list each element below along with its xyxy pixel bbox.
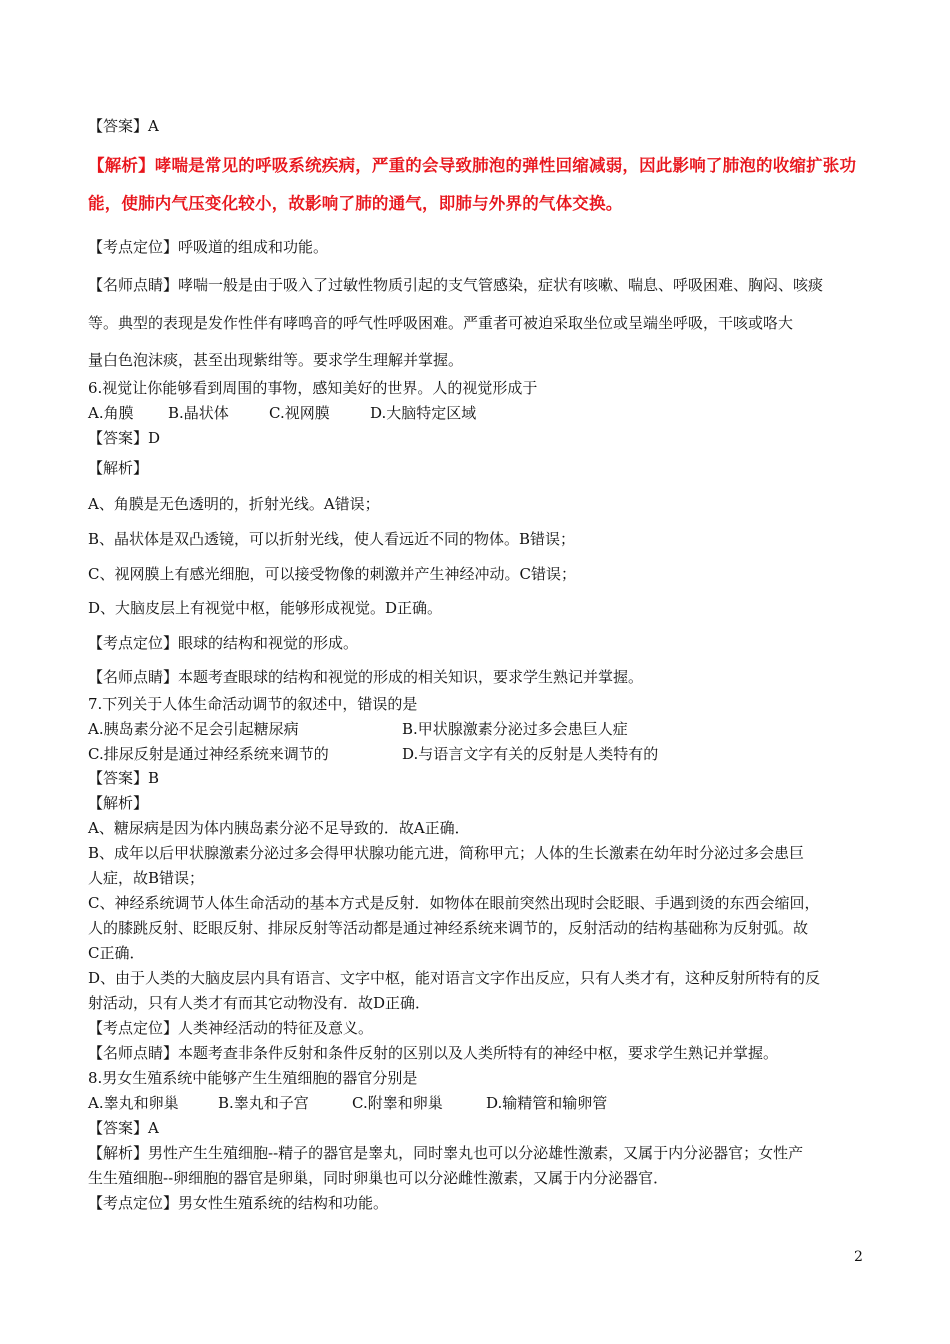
q7-option-a: A.胰岛素分泌不足会引起糖尿病 xyxy=(88,720,299,738)
q6-analysis-a: A、角膜是无色透明的，折射光线。A错误； xyxy=(88,495,380,513)
q7-analysis-b-line-1: B、成年以后甲状腺激素分泌过多会得甲状腺功能亢进，简称甲亢；人体的生长激素在幼年时分泌过多会患巨 xyxy=(88,844,805,862)
q5-topic: 【考点定位】呼吸道的组成和功能。 xyxy=(88,238,329,256)
q8-option-a: A.睾丸和卵巢 xyxy=(88,1094,179,1112)
q6-analysis-b: B、晶状体是双凸透镜，可以折射光线，使人看远近不同的物体。B错误； xyxy=(88,530,576,548)
q6-analysis-c: C、视网膜上有感光细胞，可以接受物像的刺激并产生神经冲动。C错误； xyxy=(88,565,576,583)
q6-option-c: C.视网膜 xyxy=(269,404,330,422)
q7-analysis-heading: 【解析】 xyxy=(88,794,149,812)
q7-options-row-1 xyxy=(88,719,848,739)
q8-options xyxy=(88,1093,788,1113)
q5-answer: 【答案】A xyxy=(88,117,159,135)
page-number: 2 xyxy=(854,1249,863,1265)
q6-answer: 【答案】D xyxy=(88,429,161,447)
q7-analysis-c-line-3: C正确． xyxy=(88,944,145,962)
q6-stem: 6.视觉让你能够看到周围的事物，感知美好的世界。人的视觉形成于 xyxy=(88,379,538,397)
q5-analysis-line-1: 【解析】哮喘是常见的呼吸系统疾病，严重的会导致肺泡的弹性回缩减弱，因此影响了肺泡的收缩扩张功 xyxy=(88,156,857,175)
q6-topic: 【考点定位】眼球的结构和视觉的形成。 xyxy=(88,634,359,652)
q8-option-b: B.睾丸和子宫 xyxy=(218,1094,309,1112)
q7-option-d: D.与语言文字有关的反射是人类特有的 xyxy=(402,745,659,763)
q8-answer: 【答案】A xyxy=(88,1119,159,1137)
q7-analysis-b-line-2: 人症，故B错误； xyxy=(88,869,205,887)
q8-analysis-line-2: 生生殖细胞--卵细胞的器官是卵巢，同时卵巢也可以分泌雌性激素，又属于内分泌器官． xyxy=(88,1169,669,1187)
q8-option-d: D.输精管和输卵管 xyxy=(486,1094,608,1112)
q8-topic: 【考点定位】男女性生殖系统的结构和功能。 xyxy=(88,1194,389,1212)
q7-option-c: C.排尿反射是通过神经系统来调节的 xyxy=(88,745,329,763)
q5-tip-line-2: 等。典型的表现是发作性伴有哮鸣音的呼气性呼吸困难。严重者可被迫采取坐位或呈端坐呼吸，干咳或咯大 xyxy=(88,314,794,332)
q6-options xyxy=(88,403,788,423)
q7-analysis-a: A、糖尿病是因为体内胰岛素分泌不足导致的．故A正确． xyxy=(88,819,470,837)
q6-analysis-d: D、大脑皮层上有视觉中枢，能够形成视觉。D正确。 xyxy=(88,599,443,617)
q7-options-row-2 xyxy=(88,744,848,764)
q8-option-c: C.附睾和卵巢 xyxy=(352,1094,443,1112)
q7-option-b: B.甲状腺激素分泌过多会患巨人症 xyxy=(402,720,628,738)
q7-stem: 7.下列关于人体生命活动调节的叙述中，错误的是 xyxy=(88,695,418,713)
q6-option-d: D.大脑特定区域 xyxy=(370,404,477,422)
q8-stem: 8.男女生殖系统中能够产生生殖细胞的器官分别是 xyxy=(88,1069,418,1087)
q7-analysis-d-line-2: 射活动，只有人类才有而其它动物没有．故D正确． xyxy=(88,994,431,1012)
q7-analysis-d-line-1: D、由于人类的大脑皮层内具有语言、文字中枢，能对语言文字作出反应，只有人类才有，这种反射所特有的反 xyxy=(88,969,821,987)
q7-tip: 【名师点睛】本题考查非条件反射和条件反射的区别以及人类所特有的神经中枢，要求学生熟记并掌握。 xyxy=(88,1044,779,1062)
q5-analysis-line-2: 能，使肺内气压变化较小，故影响了肺的通气，即肺与外界的气体交换。 xyxy=(88,194,623,213)
q5-tip-line-1: 【名师点睛】哮喘一般是由于吸入了过敏性物质引起的支气管感染，症状有咳嗽、喘息、呼吸困难、胸闷、咳痰 xyxy=(88,276,824,294)
q6-analysis-heading: 【解析】 xyxy=(88,459,149,477)
q7-analysis-c-line-2: 人的膝跳反射、眨眼反射、排尿反射等活动都是通过神经系统来调节的，反射活动的结构基础称为反射弧。故 xyxy=(88,919,809,937)
q6-option-a: A.角膜 xyxy=(88,404,134,422)
q6-tip: 【名师点睛】本题考查眼球的结构和视觉的形成的相关知识，要求学生熟记并掌握。 xyxy=(88,668,644,686)
q7-answer: 【答案】B xyxy=(88,769,160,787)
q5-tip-line-3: 量白色泡沫痰，甚至出现紫绀等。要求学生理解并掌握。 xyxy=(88,351,464,369)
q7-analysis-c-line-1: C、神经系统调节人体生命活动的基本方式是反射．如物体在眼前突然出现时会眨眼、手遇到烫的东西会缩回， xyxy=(88,894,820,912)
q7-topic: 【考点定位】人类神经活动的特征及意义。 xyxy=(88,1019,374,1037)
q8-analysis-line-1: 【解析】男性产生生殖细胞--精子的器官是睾丸，同时睾丸也可以分泌雄性激素，又属于内分泌器官；女性产 xyxy=(88,1144,804,1162)
q6-option-b: B.晶状体 xyxy=(168,404,229,422)
